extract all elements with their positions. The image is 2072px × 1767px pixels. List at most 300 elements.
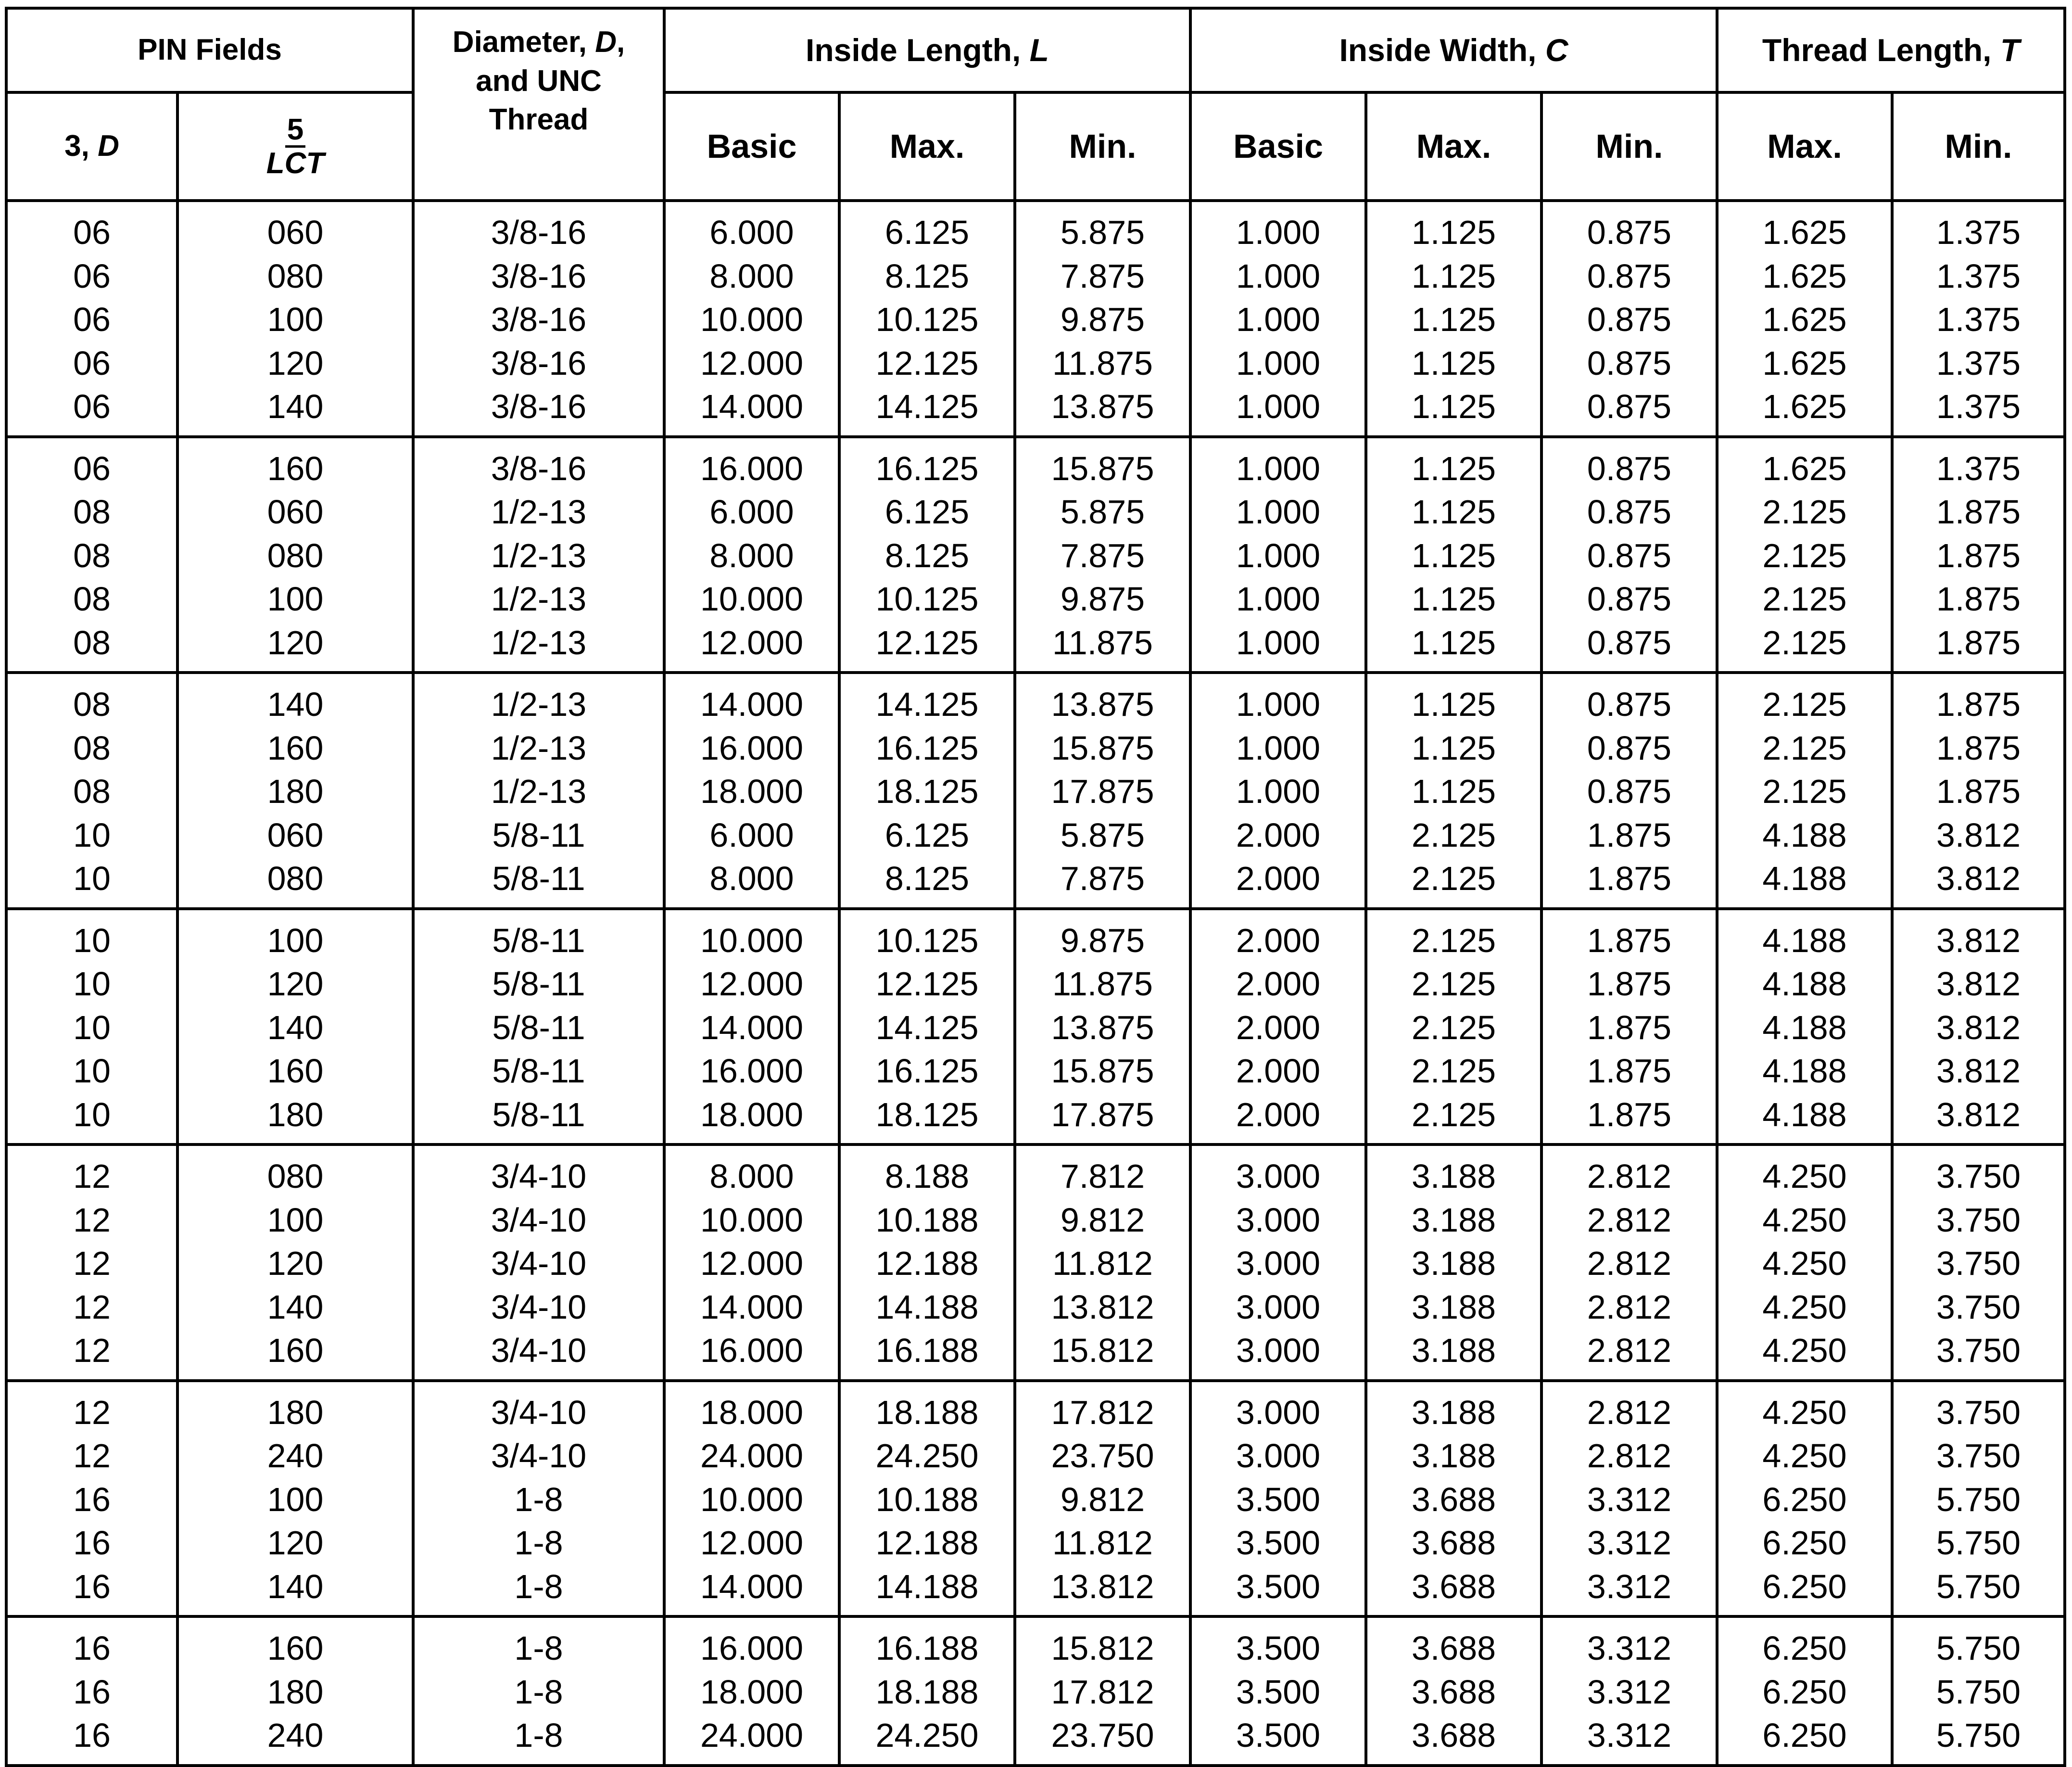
cell-value: 3.812 bbox=[1936, 1008, 2021, 1046]
cell-value: 080 bbox=[267, 257, 324, 295]
cell-value: 1.875 bbox=[1936, 580, 2021, 618]
table-cell-column bbox=[413, 1381, 664, 1617]
cell-value: 11.812 bbox=[1052, 1245, 1153, 1282]
cell-value: 5/8-11 bbox=[492, 860, 585, 897]
cell-value: 140 bbox=[267, 1008, 324, 1046]
table-container bbox=[5, 7, 2063, 1767]
table-cell-column bbox=[1190, 437, 1366, 673]
cell-value: 3/4-10 bbox=[491, 1288, 587, 1326]
cell-value: 10 bbox=[73, 965, 111, 1003]
cell-value: 1.000 bbox=[1236, 301, 1321, 338]
table-cell-column bbox=[1015, 1616, 1190, 1766]
table-cell-column bbox=[1541, 673, 1717, 909]
cell-value: 1.000 bbox=[1236, 388, 1321, 425]
cell-value: 3.312 bbox=[1587, 1567, 1672, 1605]
table-cell-column bbox=[1190, 673, 1366, 909]
cell-value: 3.750 bbox=[1936, 1437, 2021, 1475]
cell-value: 5.750 bbox=[1936, 1673, 2021, 1711]
cell-value: 1.125 bbox=[1411, 580, 1496, 618]
cell-value: 3/4-10 bbox=[491, 1437, 587, 1475]
cell-value: 15.875 bbox=[1051, 449, 1154, 487]
cell-value: 5/8-11 bbox=[492, 816, 585, 854]
header-width-min: Min. bbox=[1541, 92, 1717, 201]
cell-value: 14.125 bbox=[875, 388, 979, 425]
cell-value: 10.125 bbox=[875, 921, 979, 959]
cell-value: 5/8-11 bbox=[492, 921, 585, 959]
cell-value: 3/4-10 bbox=[491, 1201, 587, 1239]
cell-value: 160 bbox=[267, 1052, 324, 1090]
cell-value: 1.125 bbox=[1411, 773, 1496, 810]
cell-value: 14.125 bbox=[875, 686, 979, 723]
table-cell-column bbox=[839, 673, 1015, 909]
cell-value: 1.875 bbox=[1587, 816, 1672, 854]
cell-value: 8.188 bbox=[884, 1157, 970, 1195]
cell-value: 13.875 bbox=[1051, 1008, 1154, 1046]
cell-value: 18.000 bbox=[700, 773, 804, 810]
table-cell-column bbox=[413, 673, 664, 909]
cell-value: 3/8-16 bbox=[491, 344, 587, 382]
cell-value: 0.875 bbox=[1587, 686, 1672, 723]
cell-value: 0.875 bbox=[1587, 623, 1672, 661]
cell-value: 3.000 bbox=[1236, 1201, 1321, 1239]
cell-value: 0.875 bbox=[1587, 536, 1672, 574]
table-cell-column bbox=[1892, 1381, 2065, 1617]
cell-value: 16 bbox=[73, 1480, 111, 1518]
table-header bbox=[6, 8, 2065, 201]
cell-value: 10.125 bbox=[875, 301, 979, 338]
cell-value: 3.500 bbox=[1236, 1524, 1321, 1562]
cell-value: 060 bbox=[267, 214, 324, 251]
cell-value: 08 bbox=[73, 686, 111, 723]
cell-value: 3.812 bbox=[1936, 816, 2021, 854]
cell-value: 3.812 bbox=[1936, 965, 2021, 1003]
cell-value: 0.875 bbox=[1587, 214, 1672, 251]
cell-value: 24.250 bbox=[875, 1437, 979, 1475]
cell-value: 7.875 bbox=[1060, 536, 1145, 574]
row-group bbox=[6, 437, 2065, 673]
cell-value: 1.000 bbox=[1236, 623, 1321, 661]
table-cell-column bbox=[839, 1144, 1015, 1381]
cell-value: 3.000 bbox=[1236, 1245, 1321, 1282]
cell-value: 1.875 bbox=[1936, 623, 2021, 661]
cell-value: 2.000 bbox=[1236, 921, 1321, 959]
cell-value: 6.000 bbox=[709, 816, 794, 854]
cell-value: 240 bbox=[267, 1437, 324, 1475]
cell-value: 1.125 bbox=[1411, 623, 1496, 661]
header-length-min: Min. bbox=[1015, 92, 1190, 201]
cell-value: 12.188 bbox=[875, 1245, 979, 1282]
table-cell-column bbox=[1541, 437, 1717, 673]
cell-value: 17.875 bbox=[1051, 773, 1154, 810]
table-cell-column bbox=[177, 201, 413, 437]
table-cell-column bbox=[1015, 437, 1190, 673]
cell-value: 3/8-16 bbox=[491, 388, 587, 425]
cell-value: 1.375 bbox=[1936, 214, 2021, 251]
table-cell-column bbox=[177, 1381, 413, 1617]
cell-value: 9.875 bbox=[1060, 921, 1145, 959]
cell-value: 080 bbox=[267, 536, 324, 574]
cell-value: 0.875 bbox=[1587, 301, 1672, 338]
cell-value: 12 bbox=[73, 1245, 111, 1282]
cell-value: 080 bbox=[267, 1157, 324, 1195]
cell-value: 1.875 bbox=[1936, 536, 2021, 574]
cell-value: 11.875 bbox=[1052, 344, 1153, 382]
cell-value: 2.812 bbox=[1587, 1288, 1672, 1326]
table-cell-column bbox=[839, 1381, 1015, 1617]
table-cell-column bbox=[1366, 437, 1541, 673]
cell-value: 08 bbox=[73, 623, 111, 661]
cell-value: 2.000 bbox=[1236, 816, 1321, 854]
cell-value: 06 bbox=[73, 449, 111, 487]
cell-value: 23.750 bbox=[1051, 1716, 1154, 1754]
cell-value: 120 bbox=[267, 623, 324, 661]
cell-value: 15.875 bbox=[1051, 729, 1154, 767]
cell-value: 3.188 bbox=[1411, 1157, 1496, 1195]
table-cell-column bbox=[413, 1144, 664, 1381]
cell-value: 3.812 bbox=[1936, 921, 2021, 959]
table-cell-column bbox=[6, 909, 177, 1145]
cell-value: 1/2-13 bbox=[491, 580, 587, 618]
table-cell-column bbox=[1541, 1144, 1717, 1381]
cell-value: 3.500 bbox=[1236, 1673, 1321, 1711]
cell-value: 1.000 bbox=[1236, 686, 1321, 723]
cell-value: 08 bbox=[73, 536, 111, 574]
cell-value: 18.000 bbox=[700, 1393, 804, 1431]
table-cell-column bbox=[1366, 201, 1541, 437]
cell-value: 100 bbox=[267, 921, 324, 959]
table-cell-column bbox=[1190, 201, 1366, 437]
cell-value: 06 bbox=[73, 388, 111, 425]
table-cell-column bbox=[6, 1144, 177, 1381]
cell-value: 10 bbox=[73, 921, 111, 959]
cell-value: 14.000 bbox=[700, 1008, 804, 1046]
row-group bbox=[6, 1381, 2065, 1617]
cell-value: 8.125 bbox=[884, 536, 970, 574]
cell-value: 1-8 bbox=[514, 1567, 563, 1605]
cell-value: 1.375 bbox=[1936, 344, 2021, 382]
cell-value: 1/2-13 bbox=[491, 536, 587, 574]
cell-value: 4.188 bbox=[1762, 965, 1847, 1003]
cell-value: 0.875 bbox=[1587, 580, 1672, 618]
table-cell-column bbox=[6, 437, 177, 673]
table-cell-column bbox=[1717, 437, 1892, 673]
cell-value: 3.750 bbox=[1936, 1332, 2021, 1369]
cell-value: 8.125 bbox=[884, 257, 970, 295]
cell-value: 1.875 bbox=[1587, 1008, 1672, 1046]
cell-value: 3.188 bbox=[1411, 1437, 1496, 1475]
cell-value: 16 bbox=[73, 1629, 111, 1667]
row-group bbox=[6, 1616, 2065, 1766]
cell-value: 6.250 bbox=[1762, 1524, 1847, 1562]
cell-value: 24.250 bbox=[875, 1716, 979, 1754]
cell-value: 4.188 bbox=[1762, 1095, 1847, 1133]
cell-value: 1.000 bbox=[1236, 580, 1321, 618]
cell-value: 06 bbox=[73, 214, 111, 251]
cell-value: 1.875 bbox=[1587, 965, 1672, 1003]
table-cell-column bbox=[1366, 1616, 1541, 1766]
row-group bbox=[6, 909, 2065, 1145]
cell-value: 180 bbox=[267, 773, 324, 810]
cell-value: 2.125 bbox=[1411, 860, 1496, 897]
table-cell-column bbox=[1366, 1381, 1541, 1617]
cell-value: 140 bbox=[267, 388, 324, 425]
table-cell-column bbox=[664, 437, 839, 673]
header-length-max: Max. bbox=[839, 92, 1015, 201]
cell-value: 06 bbox=[73, 301, 111, 338]
cell-value: 1.875 bbox=[1936, 686, 2021, 723]
cell-value: 1-8 bbox=[514, 1673, 563, 1711]
cell-value: 1.000 bbox=[1236, 214, 1321, 251]
cell-value: 2.125 bbox=[1762, 773, 1847, 810]
cell-value: 06 bbox=[73, 344, 111, 382]
cell-value: 2.812 bbox=[1587, 1332, 1672, 1369]
cell-value: 12 bbox=[73, 1437, 111, 1475]
table-cell-column bbox=[1717, 1616, 1892, 1766]
cell-value: 5.875 bbox=[1060, 816, 1145, 854]
header-width-max: Max. bbox=[1366, 92, 1541, 201]
cell-value: 3/8-16 bbox=[491, 449, 587, 487]
cell-value: 1.875 bbox=[1587, 860, 1672, 897]
cell-value: 2.125 bbox=[1762, 580, 1847, 618]
cell-value: 8.125 bbox=[884, 860, 970, 897]
cell-value: 10.000 bbox=[700, 1480, 804, 1518]
cell-value: 5/8-11 bbox=[492, 965, 585, 1003]
cell-value: 2.812 bbox=[1587, 1437, 1672, 1475]
table-cell-column bbox=[1717, 201, 1892, 437]
table-cell-column bbox=[664, 673, 839, 909]
cell-value: 12.125 bbox=[875, 623, 979, 661]
cell-value: 3.812 bbox=[1936, 1095, 2021, 1133]
dimensions-table bbox=[5, 7, 2066, 1767]
header-diameter: Diameter, D, and UNC Thread bbox=[413, 8, 664, 201]
cell-value: 180 bbox=[267, 1673, 324, 1711]
cell-value: 12.188 bbox=[875, 1524, 979, 1562]
table-body bbox=[6, 201, 2065, 1766]
cell-value: 180 bbox=[267, 1393, 324, 1431]
row-group bbox=[6, 1144, 2065, 1381]
cell-value: 1.875 bbox=[1936, 773, 2021, 810]
table-cell-column bbox=[1190, 1144, 1366, 1381]
cell-value: 11.875 bbox=[1052, 965, 1153, 1003]
cell-value: 3.812 bbox=[1936, 860, 2021, 897]
cell-value: 3.688 bbox=[1411, 1716, 1496, 1754]
cell-value: 2.125 bbox=[1762, 536, 1847, 574]
table-cell-column bbox=[1892, 1616, 2065, 1766]
table-cell-column bbox=[1015, 1381, 1190, 1617]
cell-value: 3.188 bbox=[1411, 1201, 1496, 1239]
cell-value: 120 bbox=[267, 965, 324, 1003]
cell-value: 160 bbox=[267, 729, 324, 767]
table-cell-column bbox=[1717, 673, 1892, 909]
cell-value: 13.875 bbox=[1051, 388, 1154, 425]
cell-value: 3/4-10 bbox=[491, 1157, 587, 1195]
cell-value: 6.250 bbox=[1762, 1629, 1847, 1667]
cell-value: 4.250 bbox=[1762, 1332, 1847, 1369]
cell-value: 2.000 bbox=[1236, 1052, 1321, 1090]
cell-value: 3.188 bbox=[1411, 1332, 1496, 1369]
cell-value: 3.750 bbox=[1936, 1288, 2021, 1326]
cell-value: 16.188 bbox=[875, 1332, 979, 1369]
cell-value: 3/8-16 bbox=[491, 301, 587, 338]
cell-value: 18.188 bbox=[875, 1393, 979, 1431]
cell-value: 2.125 bbox=[1762, 686, 1847, 723]
cell-value: 2.125 bbox=[1411, 1008, 1496, 1046]
cell-value: 3/4-10 bbox=[491, 1245, 587, 1282]
cell-value: 8.000 bbox=[709, 257, 794, 295]
cell-value: 14.000 bbox=[700, 686, 804, 723]
cell-value: 18.125 bbox=[875, 773, 979, 810]
cell-value: 18.188 bbox=[875, 1673, 979, 1711]
table-cell-column bbox=[664, 1144, 839, 1381]
row-group bbox=[6, 673, 2065, 909]
cell-value: 6.125 bbox=[884, 493, 970, 531]
table-cell-column bbox=[413, 201, 664, 437]
cell-value: 5/8-11 bbox=[492, 1008, 585, 1046]
cell-value: 2.812 bbox=[1587, 1201, 1672, 1239]
cell-value: 3.500 bbox=[1236, 1716, 1321, 1754]
header-inside-width: Inside Width, C bbox=[1190, 8, 1717, 92]
cell-value: 13.812 bbox=[1051, 1288, 1154, 1326]
cell-value: 5.750 bbox=[1936, 1629, 2021, 1667]
cell-value: 8.000 bbox=[709, 1157, 794, 1195]
cell-value: 2.000 bbox=[1236, 860, 1321, 897]
cell-value: 5.750 bbox=[1936, 1524, 2021, 1562]
cell-value: 12.000 bbox=[700, 1245, 804, 1282]
cell-value: 18.125 bbox=[875, 1095, 979, 1133]
cell-value: 24.000 bbox=[700, 1437, 804, 1475]
cell-value: 3.750 bbox=[1936, 1157, 2021, 1195]
cell-value: 2.000 bbox=[1236, 1008, 1321, 1046]
cell-value: 3.500 bbox=[1236, 1629, 1321, 1667]
cell-value: 160 bbox=[267, 449, 324, 487]
cell-value: 06 bbox=[73, 257, 111, 295]
cell-value: 1.000 bbox=[1236, 493, 1321, 531]
cell-value: 1.875 bbox=[1587, 1095, 1672, 1133]
cell-value: 12 bbox=[73, 1157, 111, 1195]
header-width-basic: Basic bbox=[1190, 92, 1366, 201]
cell-value: 0.875 bbox=[1587, 729, 1672, 767]
cell-value: 16.125 bbox=[875, 449, 979, 487]
table-cell-column bbox=[1892, 673, 2065, 909]
table-cell-column bbox=[1015, 201, 1190, 437]
cell-value: 3.000 bbox=[1236, 1332, 1321, 1369]
cell-value: 11.812 bbox=[1052, 1524, 1153, 1562]
cell-value: 9.812 bbox=[1060, 1201, 1145, 1239]
cell-value: 1-8 bbox=[514, 1629, 563, 1667]
cell-value: 10 bbox=[73, 1095, 111, 1133]
table-cell-column bbox=[664, 1616, 839, 1766]
table-cell-column bbox=[413, 909, 664, 1145]
table-cell-column bbox=[839, 201, 1015, 437]
table-cell-column bbox=[177, 673, 413, 909]
cell-value: 140 bbox=[267, 686, 324, 723]
cell-value: 18.000 bbox=[700, 1095, 804, 1133]
cell-value: 1.125 bbox=[1411, 257, 1496, 295]
cell-value: 3/4-10 bbox=[491, 1393, 587, 1431]
cell-value: 5.750 bbox=[1936, 1567, 2021, 1605]
cell-value: 16 bbox=[73, 1673, 111, 1711]
cell-value: 14.000 bbox=[700, 388, 804, 425]
cell-value: 3.750 bbox=[1936, 1201, 2021, 1239]
cell-value: 120 bbox=[267, 1245, 324, 1282]
table-cell-column bbox=[839, 909, 1015, 1145]
cell-value: 1-8 bbox=[514, 1716, 563, 1754]
cell-value: 2.812 bbox=[1587, 1393, 1672, 1431]
table-cell-column bbox=[1892, 1144, 2065, 1381]
cell-value: 15.812 bbox=[1051, 1629, 1154, 1667]
cell-value: 4.188 bbox=[1762, 921, 1847, 959]
cell-value: 12 bbox=[73, 1332, 111, 1369]
cell-value: 100 bbox=[267, 580, 324, 618]
cell-value: 6.250 bbox=[1762, 1716, 1847, 1754]
cell-value: 1/2-13 bbox=[491, 623, 587, 661]
header-thread-max: Max. bbox=[1717, 92, 1892, 201]
cell-value: 2.125 bbox=[1762, 729, 1847, 767]
cell-value: 3.688 bbox=[1411, 1524, 1496, 1562]
cell-value: 10.000 bbox=[700, 301, 804, 338]
cell-value: 12 bbox=[73, 1288, 111, 1326]
cell-value: 3.000 bbox=[1236, 1393, 1321, 1431]
cell-value: 10.125 bbox=[875, 580, 979, 618]
cell-value: 3.688 bbox=[1411, 1480, 1496, 1518]
cell-value: 8.000 bbox=[709, 860, 794, 897]
cell-value: 1.125 bbox=[1411, 686, 1496, 723]
cell-value: 16.000 bbox=[700, 1332, 804, 1369]
table-cell-column bbox=[1015, 909, 1190, 1145]
cell-value: 12.125 bbox=[875, 965, 979, 1003]
table-cell-column bbox=[177, 909, 413, 1145]
table-cell-column bbox=[664, 909, 839, 1145]
cell-value: 6.125 bbox=[884, 816, 970, 854]
cell-value: 3.688 bbox=[1411, 1567, 1496, 1605]
cell-value: 16.000 bbox=[700, 1052, 804, 1090]
table-cell-column bbox=[177, 1616, 413, 1766]
cell-value: 16.000 bbox=[700, 729, 804, 767]
cell-value: 3/8-16 bbox=[491, 257, 587, 295]
cell-value: 1.375 bbox=[1936, 449, 2021, 487]
cell-value: 12.000 bbox=[700, 1524, 804, 1562]
cell-value: 12.000 bbox=[700, 965, 804, 1003]
cell-value: 1.875 bbox=[1587, 921, 1672, 959]
cell-value: 10 bbox=[73, 1052, 111, 1090]
cell-value: 4.188 bbox=[1762, 816, 1847, 854]
cell-value: 240 bbox=[267, 1716, 324, 1754]
cell-value: 15.812 bbox=[1051, 1332, 1154, 1369]
table-cell-column bbox=[1015, 673, 1190, 909]
cell-value: 5.875 bbox=[1060, 214, 1145, 251]
cell-value: 17.875 bbox=[1051, 1095, 1154, 1133]
cell-value: 1.875 bbox=[1936, 729, 2021, 767]
cell-value: 060 bbox=[267, 816, 324, 854]
cell-value: 0.875 bbox=[1587, 449, 1672, 487]
header-pin-3d: 3, D bbox=[6, 92, 177, 201]
cell-value: 1.125 bbox=[1411, 536, 1496, 574]
cell-value: 1.125 bbox=[1411, 301, 1496, 338]
header-thread-length: Thread Length, T bbox=[1717, 8, 2065, 92]
table-cell-column bbox=[1366, 1144, 1541, 1381]
cell-value: 1.375 bbox=[1936, 388, 2021, 425]
cell-value: 4.250 bbox=[1762, 1288, 1847, 1326]
cell-value: 8.000 bbox=[709, 536, 794, 574]
cell-value: 1.625 bbox=[1762, 344, 1847, 382]
row-group bbox=[6, 201, 2065, 437]
cell-value: 5/8-11 bbox=[492, 1095, 585, 1133]
cell-value: 3.812 bbox=[1936, 1052, 2021, 1090]
cell-value: 4.250 bbox=[1762, 1393, 1847, 1431]
cell-value: 17.812 bbox=[1051, 1393, 1154, 1431]
cell-value: 4.250 bbox=[1762, 1437, 1847, 1475]
cell-value: 2.125 bbox=[1411, 965, 1496, 1003]
